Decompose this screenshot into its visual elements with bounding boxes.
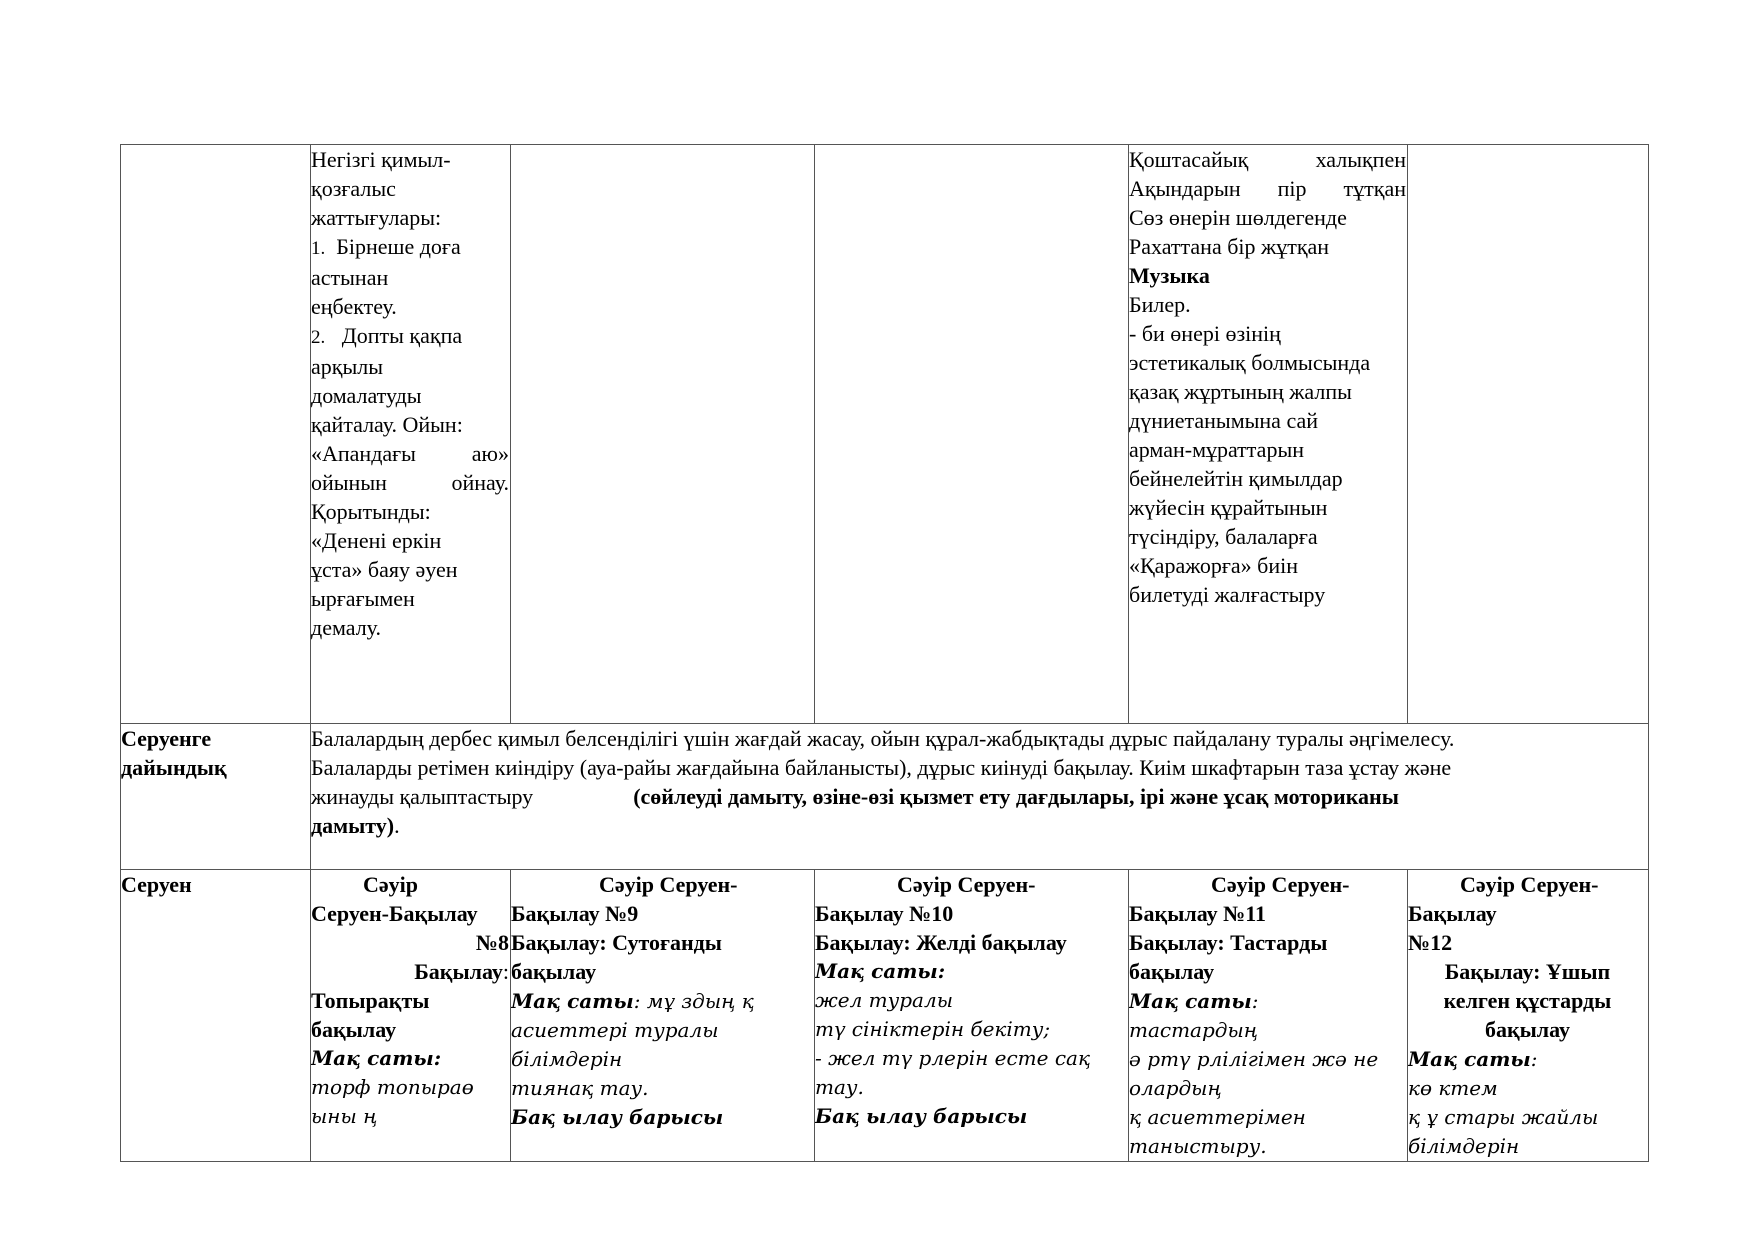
row-label: дайындық [121,755,227,780]
text-line: эстетикалық болмысында [1129,350,1371,375]
heading-line: Бақылау: Сутоғанды [511,930,722,955]
goal-label: Мақ саты: [815,959,946,983]
heading-line: №8 [475,930,509,955]
progress-label: Бақ ылау барысы [815,1104,1028,1128]
row-walk-preparation [121,724,1649,870]
text-line: ойынын ойнау. [311,470,509,495]
row1-label-cell [121,145,311,724]
text-line: - би өнері өзінің [1129,321,1281,346]
text-line: «Қаражорға» биін [1129,553,1298,578]
row1-empty-cell [511,145,815,724]
text-line: арман-мұраттарын [1129,437,1305,462]
goal-label: Мақ саты [511,989,634,1013]
heading-line: Бақылау: Тастарды [1129,930,1328,955]
heading-line [311,957,509,986]
heading-line: Бақылау: Желді бақылау [815,930,1067,955]
text-span: жинауды қалыптастыру [311,784,534,809]
text-line: Ақындарын пір тұтқан [1129,176,1406,201]
text-line: астынан [311,265,389,290]
text-line: демалу. [311,615,381,640]
row-activities [121,145,1649,724]
heading-line: Сәуір Серуен- [599,872,738,897]
walk-cell-12 [1408,870,1649,1162]
heading-line: №12 [1408,930,1453,955]
goal-label: Мақ саты [1408,1047,1531,1071]
row-label: Серуен [121,872,192,897]
bold-span: (сөйлеуді дамыту, өзіне-өзі қызмет ету дағдылары, ірі және ұсақ моториканы [633,784,1399,809]
heading-line: бақылау [1129,959,1215,984]
italic-line: қ ұ стары жайлы [1408,1105,1599,1129]
italic-line: тастардың [1129,1018,1258,1042]
bold-span: дамыту) [311,813,395,838]
italic-span: : [1530,1047,1538,1071]
progress-label: Бақ ылау барысы [511,1105,724,1129]
list-item [311,321,509,352]
walk-cell-8 [311,870,511,1162]
text-line: Балаларды ретімен киіндіру (ауа-райы жағдайына байланысты), дұрыс киінуді бақылау. Киім шкафтарын таза ұстау және [311,755,1452,780]
text-line: қазақ жұртының жалпы [1129,379,1352,404]
heading-line: Серуен-Бақылау [311,901,478,926]
text-line: домалатуды [311,383,422,408]
italic-line: ә ртү рлілігімен жә не [1129,1047,1379,1071]
row2-content-cell [311,724,1649,870]
text-line: Сөз өнерін шөлдегенде [1129,205,1347,230]
italic-line: олардың [1129,1076,1222,1100]
text-line: жүйесін құрайтынын [1129,495,1328,520]
text-line [311,782,1647,811]
text-line: Негізгі қимыл- [311,147,451,172]
bold-span: Бақылау [414,959,503,984]
row3-label-cell [121,870,311,1162]
italic-span: : мұ здың қ [633,989,754,1013]
text-line: Рахаттана бір жұтқан [1129,234,1330,259]
text-line: түсіндіру, балаларға [1129,524,1318,549]
row-label: Серуенге [121,726,212,751]
heading-line: Бақылау №10 [815,901,954,926]
text-line: қозғалыс [311,176,396,201]
text-line: Қорытынды: [311,499,431,524]
heading-line: келген құстарды [1443,988,1612,1013]
heading-line: Сәуір [363,872,418,897]
goal-label: Мақ саты: [311,1046,442,1070]
heading-line: бақылау [1484,1017,1571,1042]
row-walk [121,870,1649,1162]
text-line: арқылы [311,354,383,379]
goal-line [1129,986,1406,1016]
italic-line: таныстыру. [1129,1134,1267,1158]
list-item [311,232,509,263]
text-line: билетуді жалғастыру [1129,582,1326,607]
text-line: Балалардың дербес қимыл белсенділігі үшін жағдай жасау, ойын құрал-жабдықтады дұрыс пайдалану туралы әңгімелесу. [311,726,1455,751]
text-line: дүниетанымына сай [1129,408,1319,433]
italic-line: білімдерін [511,1047,623,1071]
goal-line [511,986,813,1016]
goal-label: Мақ саты [1129,989,1252,1013]
heading-line: Сәуір Серуен- [897,872,1036,897]
heading-line: Сәуір Серуен- [1211,872,1350,897]
text-line: Қоштасайық халықпен [1129,147,1406,172]
text-line: «Денені еркін [311,528,442,553]
text-line: қайталау. Ойын: [311,412,463,437]
music-heading: Музыка [1129,263,1210,288]
text-line: Допты қақпа [341,323,463,348]
heading-line: бақылау [311,1017,397,1042]
italic-line: тиянақ тау. [511,1076,649,1100]
italic-line: асиеттері туралы [511,1018,719,1042]
goal-line [1408,1044,1647,1074]
heading-line: Бақылау №9 [511,901,639,926]
text-span: : [502,959,509,984]
text-line: бейнелейтін қимылдар [1129,466,1343,491]
text-span: . [394,813,400,838]
italic-line: қ асиеттерімен [1129,1105,1306,1129]
heading-line: Сәуір Серуен- [1460,872,1599,897]
heading-line: бақылау [511,959,597,984]
row2-label-cell [121,724,311,870]
italic-line: - жел тү рлерін есте сақ [815,1046,1091,1070]
row1-empty-cell [815,145,1129,724]
list-number: 1. [311,238,326,259]
italic-line: тау. [815,1075,864,1099]
heading-line: Бақылау №11 [1129,901,1267,926]
italic-line: жел туралы [815,988,953,1012]
text-line [311,811,1647,840]
walk-cell-9 [511,870,815,1162]
italic-line: тү сініктерін бекіту; [815,1017,1051,1041]
text-line: ырғағымен [311,586,415,611]
text-line: ұста» баяу әуен [311,557,458,582]
heading-line: Бақылау: Ұшып [1444,959,1611,984]
text-line: Бірнеше доға [336,234,461,259]
row1-physical-cell [311,145,511,724]
heading-line: Топырақты [311,988,430,1013]
italic-span: : [1251,989,1259,1013]
italic-line: білімдерін [1408,1134,1520,1158]
row1-music-cell [1129,145,1408,724]
text-line: еңбектеу. [311,294,397,319]
heading-line: Бақылау [1408,901,1497,926]
plan-table [120,144,1649,1162]
row1-empty-cell [1408,145,1649,724]
walk-cell-11 [1129,870,1408,1162]
walk-cell-10 [815,870,1129,1162]
list-number: 2. [311,327,326,348]
text-line: жаттығулары: [311,205,442,230]
text-line: Билер. [1129,292,1191,317]
italic-line: торф топыраө [311,1075,474,1099]
italic-line: ыны ң [311,1104,378,1128]
text-line: «Апандағы аю» [311,441,509,466]
italic-line: кө ктем [1408,1076,1498,1100]
